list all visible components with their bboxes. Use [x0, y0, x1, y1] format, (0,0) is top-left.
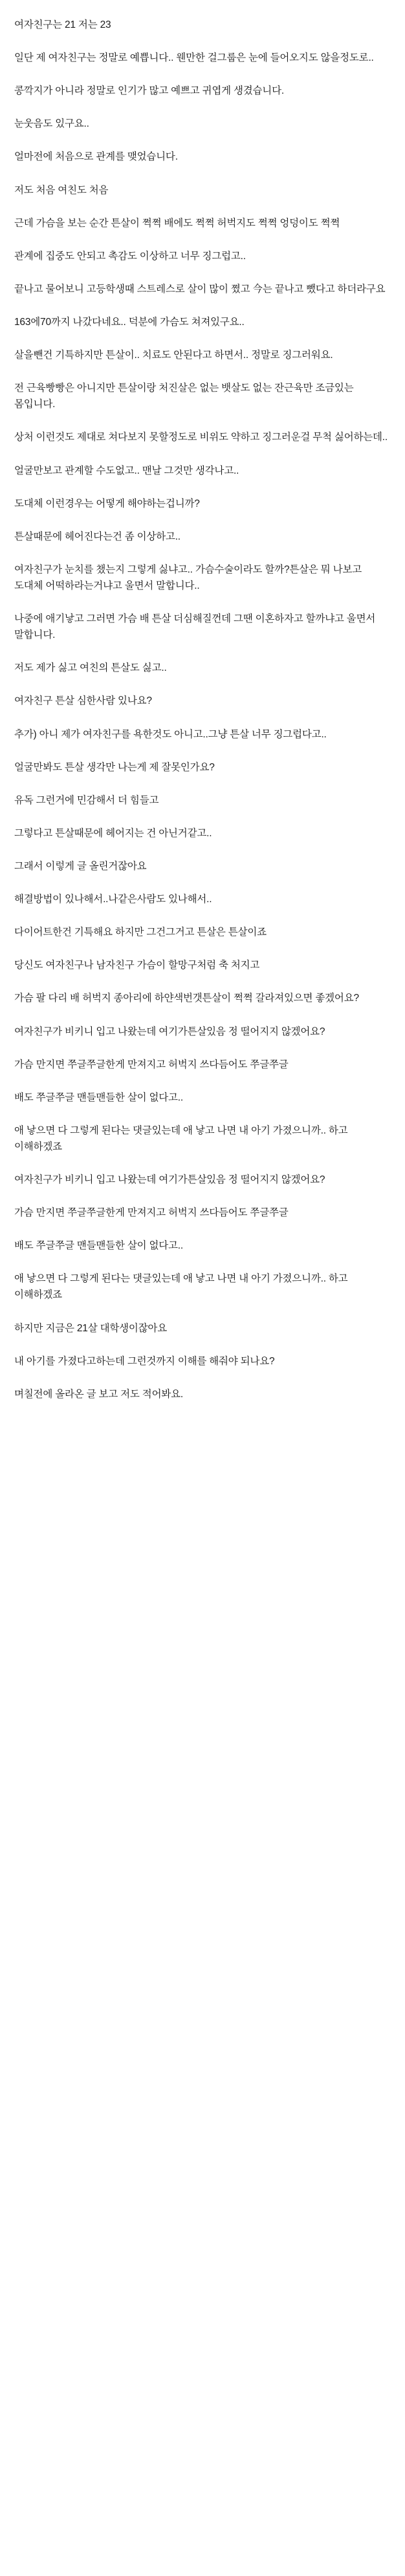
paragraph: 다이어트한건 기특해요 하지만 그건그거고 튼살은 튼살이죠 [14, 927, 267, 938]
paragraph: 여자친구가 눈치를 챘는지 그렇게 싫냐고.. 가슴수술이라도 할까?튼살은 뭐 나보고 도대체 어떡하라는거냐고 울면서 말합니다.. [14, 564, 365, 591]
paragraph: 배도 쭈글쭈글 맨들맨들한 살이 없다고.. [14, 1092, 184, 1103]
paragraph: 얼굴만봐도 튼살 생각만 나는게 제 잘못인가요? [14, 761, 215, 773]
paragraph: 가슴 팔 다리 배 허벅지 종아리에 하얀색번갯튼살이 쩍쩍 갈라져있으면 좋겠어요? [14, 993, 359, 1004]
paragraph: 일단 제 여자친구는 정말로 예쁩니다.. 웬만한 걸그룹은 눈에 들어오지도 않을정도로.. [14, 52, 374, 64]
paragraph: 하지만 지금은 21살 대학생이잖아요 [14, 1322, 167, 1334]
paragraph: 163에70까지 나갔다네요.. 덕분에 가슴도 쳐져있구요.. [14, 316, 245, 328]
paragraph: 가슴 만지면 쭈글쭈글한게 만져지고 허벅지 쓰다듬어도 쭈글쭈글 [14, 1059, 289, 1070]
paragraph: 도대체 이런경우는 어떻게 해야하는겁니까? [14, 498, 200, 509]
paragraph: 여자친구가 비키니 입고 나왔는데 여기가튼살있음 정 떨어지지 않겠어요? [14, 1174, 325, 1186]
paragraph: 애 낳으면 다 그렇게 된다는 댓글있는데 애 낳고 나면 내 아기 가졌으니까.. 하고 이해하겠죠 [14, 1273, 351, 1301]
paragraph: 유독 그런거에 민감해서 더 힘들고 [14, 794, 159, 806]
paragraph: 가슴 만지면 쭈글쭈글한게 만져지고 허벅지 쓰다듬어도 쭈글쭈글 [14, 1207, 289, 1219]
paragraph: 관계에 집중도 안되고 촉감도 이상하고 너무 징그럽고.. [14, 250, 246, 262]
paragraph: 그렇다고 튼살때문에 헤어지는 건 아닌거같고.. [14, 827, 212, 839]
paragraph: 눈웃음도 있구요.. [14, 118, 89, 130]
paragraph: 얼마전에 처음으로 관계를 맺었습니다. [14, 151, 178, 163]
paragraph: 튼살때문에 헤어진다는건 좀 이상하고.. [14, 531, 181, 542]
paragraph: 살을뺀건 기특하지만 튼살이.. 치료도 안된다고 하면서.. 정말로 징그러워요. [14, 350, 333, 361]
paragraph: 끝나고 물어보니 고등학생때 스트레스로 살이 많이 쪘고 今는 끝나고 뺐다고 하더라구요 [14, 283, 386, 295]
paragraph: 며칠전에 올라온 글 보고 저도 적어봐요. [14, 1388, 184, 1400]
paragraph: 저도 제가 싫고 여친의 튼살도 싫고.. [14, 662, 167, 674]
paragraph: 얼굴만보고 관계할 수도없고.. 맨날 그것만 생각나고.. [14, 465, 239, 476]
paragraph: 배도 쭈글쭈글 맨들맨들한 살이 없다고.. [14, 1240, 184, 1252]
paragraph: 내 아기를 가졌다고하는데 그런것까지 이해를 해줘야 되나요? [14, 1355, 275, 1367]
paragraph: 그래서 이렇게 글 올린거잖아요 [14, 860, 147, 872]
paragraph: 전 근육빵빵은 아니지만 튼살이랑 처진살은 없는 뱃살도 없는 잔근육만 조금있는 몸입니다. [14, 383, 356, 410]
paragraph: 나중에 애기낳고 그러면 가슴 배 튼살 더심해질껀데 그땐 이혼하자고 할까냐고 울면서 말합니다. [14, 613, 378, 641]
paragraph: 애 낳으면 다 그렇게 된다는 댓글있는데 애 낳고 나면 내 아기 가졌으니까.. 하고 이해하겠죠 [14, 1124, 351, 1152]
paragraph: 여자친구 튼살 심한사람 있나요? [14, 695, 152, 707]
paragraph: 콩깍지가 아니라 정말로 인기가 많고 예쁘고 귀엽게 생겼습니다. [14, 85, 284, 97]
paragraph: 해결방법이 있나해서..나같은사람도 있나해서.. [14, 894, 212, 905]
paragraph: 저도 처음 여친도 처음 [14, 184, 109, 196]
paragraph: 여자친구는 21 저는 23 [14, 19, 111, 30]
paragraph: 여자친구가 비키니 입고 나왔는데 여기가튼살있음 정 떨어지지 않겠어요? [14, 1026, 325, 1037]
text-body [14, 17, 391, 1402]
paragraph: 추가) 아니 제가 여자친구를 욕한것도 아니고..그냥 튼살 너무 징그럽다고.. [14, 728, 327, 740]
paragraph: 당신도 여자친구나 남자친구 가슴이 할망구처럼 축 처지고 [14, 960, 260, 971]
paragraph: 상처 이런것도 제대로 쳐다보지 못할정도로 비위도 약하고 징그러운걸 무척 싫어하는데.. [14, 432, 388, 443]
paragraph: 근데 가슴을 보는 순간 튼살이 쩍쩍 배에도 쩍쩍 허벅지도 쩍쩍 엉덩이도 쩍쩍 [14, 217, 340, 229]
